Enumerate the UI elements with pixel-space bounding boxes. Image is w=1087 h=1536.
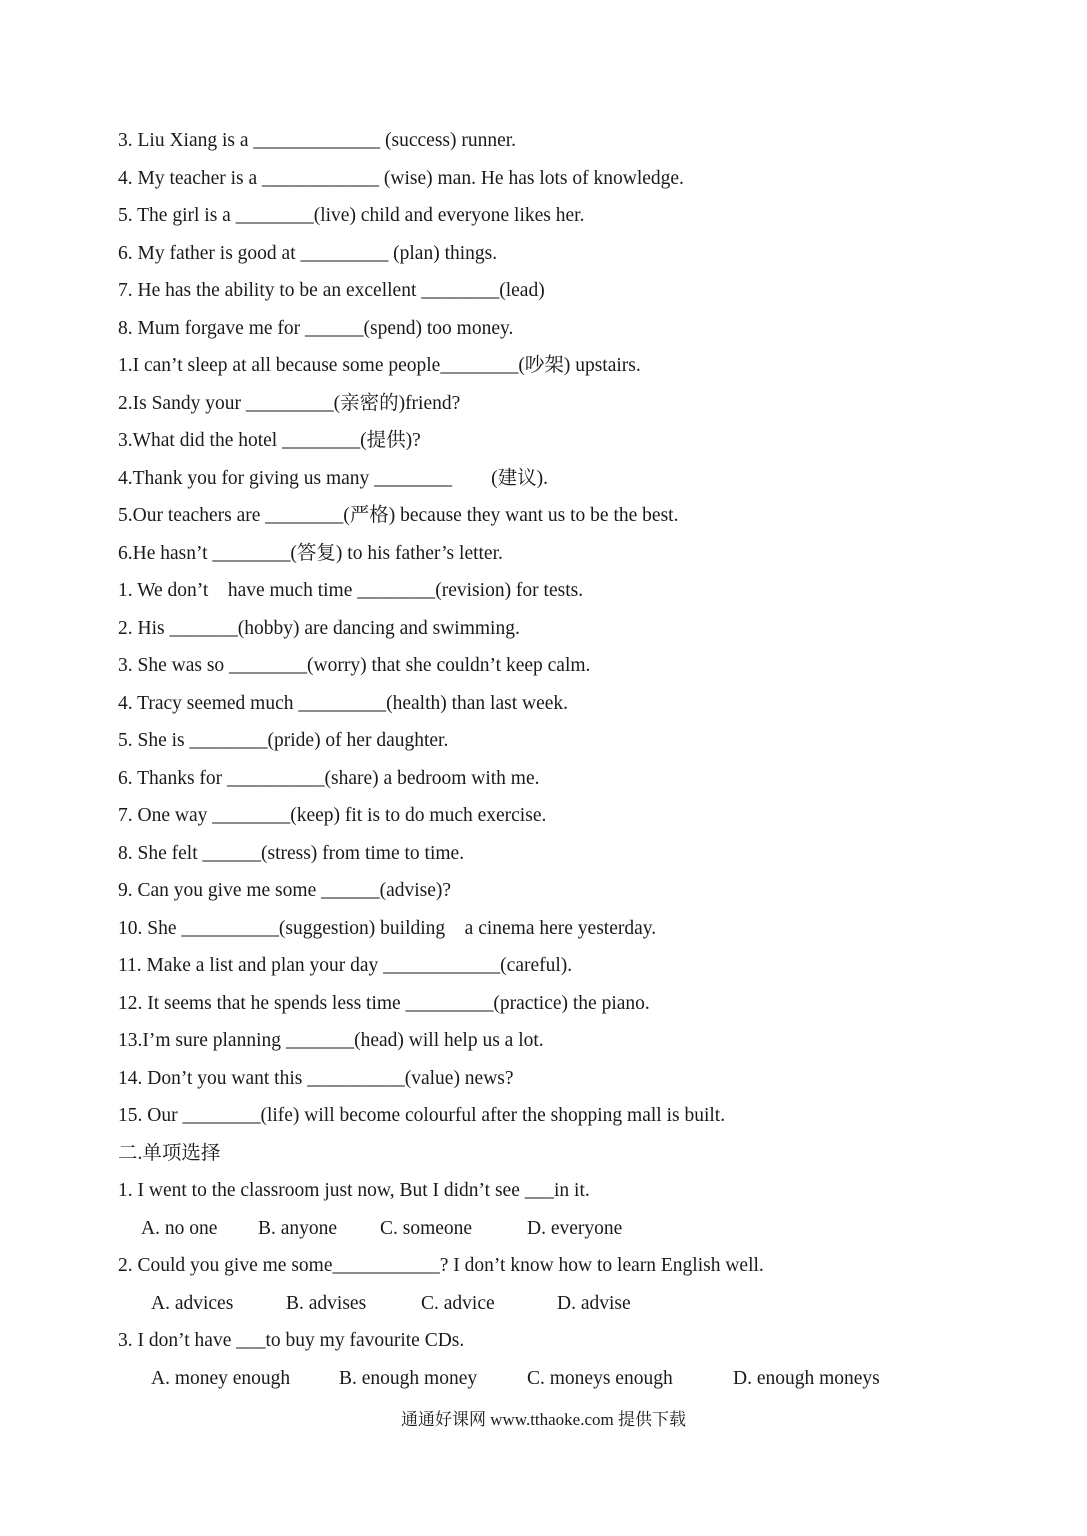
exercise-line: 4.Thank you for giving us many ________ (建议). xyxy=(118,467,549,489)
exercise-line: 14. Don’t you want this __________(value) news? xyxy=(118,1067,514,1089)
exercise-line: 5. The girl is a ________(live) child and everyone likes her. xyxy=(118,205,585,226)
exercise-line: 1.I can’t sleep at all because some people________(吵架) upstairs. xyxy=(118,355,641,376)
mc-options xyxy=(118,1360,1018,1398)
mc-option: B. advises xyxy=(286,1292,367,1314)
mc-question: 1. I went to the classroom just now, But I didn’t see ___in it. xyxy=(118,1180,590,1201)
section-heading: 二.单项选择 xyxy=(118,1142,221,1164)
exercise-line: 5.Our teachers are ________(严格) because they want us to be the best. xyxy=(118,505,679,526)
mc-question: 2. Could you give me some___________? I don’t know how to learn English well. xyxy=(118,1255,764,1276)
multiple-choice-section xyxy=(118,1172,1018,1397)
exercise-line: 12. It seems that he spends less time _________(practice) the piano. xyxy=(118,992,650,1014)
exercise-line: 3.What did the hotel ________(提供)? xyxy=(118,430,421,451)
mc-option: C. advice xyxy=(421,1292,495,1314)
exercise-line: 13.I’m sure planning _______(head) will help us a lot. xyxy=(118,1030,544,1051)
mc-option: D. enough moneys xyxy=(733,1367,880,1389)
exercise-line: 11. Make a list and plan your day ____________(careful). xyxy=(118,955,573,976)
exercise-line: 2. His _______(hobby) are dancing and swimming. xyxy=(118,617,520,639)
exercise-line: 1. We don’t have much time ________(revision) for tests. xyxy=(118,580,584,601)
exercise-line: 8. She felt ______(stress) from time to time. xyxy=(118,842,465,864)
exercise-line: 2.Is Sandy your _________(亲密的)friend? xyxy=(118,392,461,414)
page-footer: 通通好课网 www.tthaoke.com 提供下载 xyxy=(400,1410,687,1429)
mc-option: D. everyone xyxy=(527,1217,623,1239)
worksheet-body xyxy=(118,122,1018,1397)
exercise-line: 10. She __________(suggestion) building a cinema here yesterday. xyxy=(118,917,657,939)
mc-options xyxy=(118,1210,1018,1248)
exercise-line: 3. She was so ________(worry) that she couldn’t keep calm. xyxy=(118,655,591,676)
exercise-line: 8. Mum forgave me for ______(spend) too money. xyxy=(118,317,514,339)
fill-in-section xyxy=(118,122,1018,1135)
mc-options xyxy=(118,1285,1018,1323)
exercise-line: 4. Tracy seemed much _________(health) than last week. xyxy=(118,692,569,714)
exercise-line: 4. My teacher is a ____________ (wise) man. He has lots of knowledge. xyxy=(118,167,684,189)
mc-option: D. advise xyxy=(557,1292,631,1314)
mc-option: A. money enough xyxy=(151,1367,291,1389)
exercise-line: 5. She is ________(pride) of her daughter. xyxy=(118,730,449,751)
exercise-line: 7. He has the ability to be an excellent ________(lead) xyxy=(118,280,545,301)
mc-option: A. advices xyxy=(151,1292,234,1314)
exercise-line: 15. Our ________(life) will become colourful after the shopping mall is built. xyxy=(118,1105,726,1126)
mc-option: C. someone xyxy=(380,1217,473,1239)
exercise-line: 3. Liu Xiang is a _____________ (success) runner. xyxy=(118,130,517,151)
mc-option: A. no one xyxy=(141,1217,218,1239)
mc-option: B. anyone xyxy=(258,1217,338,1239)
exercise-line: 6. Thanks for __________(share) a bedroom with me. xyxy=(118,767,540,789)
mc-option: C. moneys enough xyxy=(527,1367,673,1389)
exercise-line: 9. Can you give me some ______(advise)? xyxy=(118,880,452,901)
mc-option: B. enough money xyxy=(339,1367,478,1389)
exercise-line: 7. One way ________(keep) fit is to do much exercise. xyxy=(118,805,547,826)
mc-question: 3. I don’t have ___to buy my favourite CDs. xyxy=(118,1330,465,1351)
exercise-line: 6. My father is good at _________ (plan) things. xyxy=(118,242,498,264)
exercise-line: 6.He hasn’t ________(答复) to his father’s letter. xyxy=(118,542,503,564)
